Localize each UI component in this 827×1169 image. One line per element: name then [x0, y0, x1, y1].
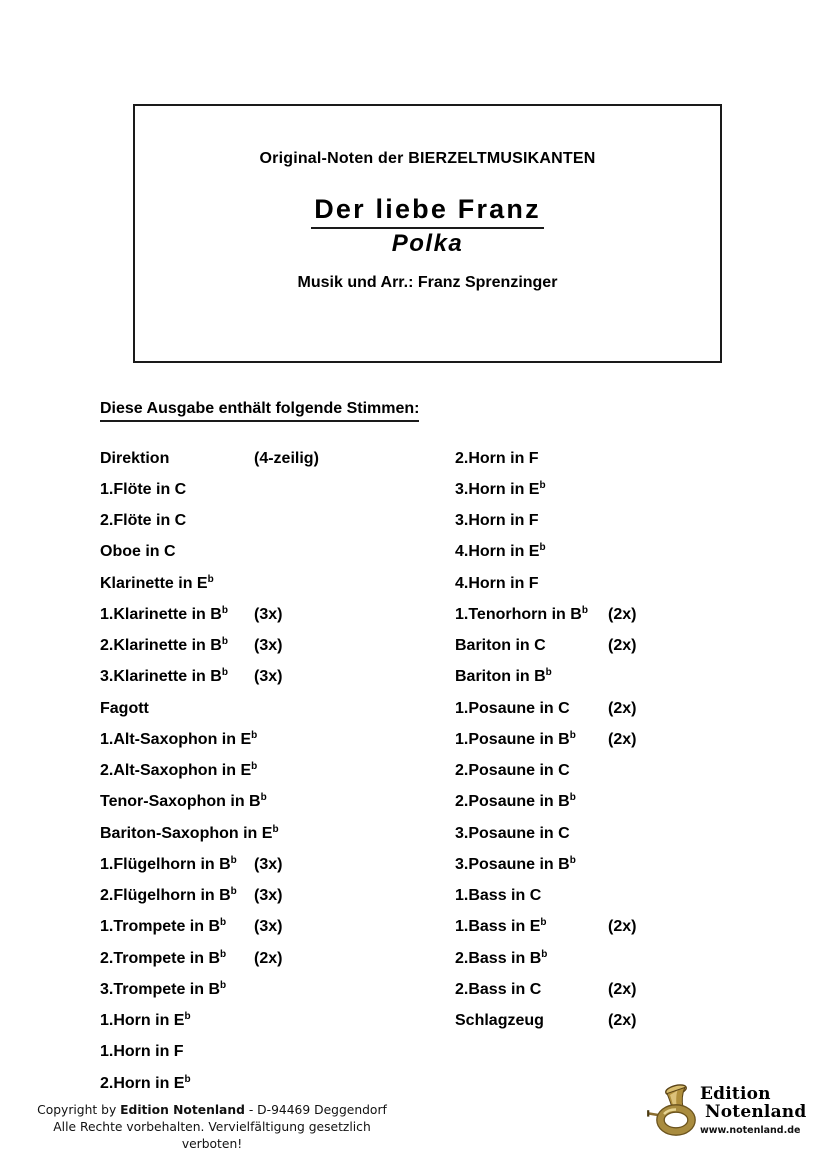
part-copy-count: (2x) — [608, 699, 637, 717]
part-name: 2.Alt-Saxophon in $E^b$ — [100, 761, 258, 780]
publisher-logo — [644, 1080, 807, 1144]
part-row — [455, 568, 800, 599]
flat-superscript: b — [220, 917, 227, 929]
piece-title: Der liebe Franz — [311, 194, 544, 229]
part-name: 1.Trompete in $B^b$ — [100, 917, 227, 936]
part-name: 1.Posaune in C — [455, 699, 570, 717]
part-name: 1.Bass in C — [455, 887, 542, 905]
part-row — [100, 1037, 445, 1068]
part-row — [100, 474, 445, 505]
part-row — [455, 662, 800, 693]
part-row — [100, 1068, 445, 1099]
part-copy-count: (3x) — [254, 668, 283, 686]
part-row — [100, 849, 445, 880]
part-name: 1.Flügelhorn in $B^b$ — [100, 854, 237, 873]
flat-superscript: b — [581, 604, 588, 616]
title-box — [133, 104, 722, 363]
flat-superscript: b — [260, 792, 267, 804]
part-name: 4.Horn in F — [455, 574, 539, 592]
part-row — [455, 912, 800, 943]
part-row — [100, 1006, 445, 1037]
part-row — [455, 756, 800, 787]
part-copy-count: (2x) — [608, 980, 637, 998]
copyright-line: Copyright by Edition Notenland - D-94469 Deggendorf — [37, 1103, 387, 1117]
part-row — [100, 818, 445, 849]
part-name: 1.Tenorhorn in $B^b$ — [455, 604, 588, 623]
flat-superscript: b — [230, 886, 237, 898]
copyright-notice — [36, 1102, 388, 1153]
part-row — [455, 506, 800, 537]
part-name: 3.Posaune in $B^b$ — [455, 854, 576, 873]
flat-superscript: b — [569, 729, 576, 741]
part-row — [455, 943, 800, 974]
part-name: Bariton in $B^b$ — [455, 667, 552, 686]
flat-superscript: b — [569, 854, 576, 866]
part-row — [100, 756, 445, 787]
flat-superscript: b — [220, 948, 227, 960]
flat-superscript: b — [220, 979, 227, 991]
part-name: 3.Klarinette in $B^b$ — [100, 667, 228, 686]
part-name: 2.Klarinette in $B^b$ — [100, 636, 228, 655]
part-name: 3.Horn in $E^b$ — [455, 479, 546, 498]
contents-heading: Diese Ausgabe enthält folgende Stimmen: — [100, 400, 419, 422]
part-copy-count: (2x) — [608, 637, 637, 655]
part-copy-count: (2x) — [608, 918, 637, 936]
part-name: 2.Flöte in C — [100, 512, 187, 530]
part-copy-count: (4-zeilig) — [254, 449, 319, 467]
part-row — [455, 881, 800, 912]
flat-superscript: b — [539, 479, 546, 491]
part-name: Bariton in C — [455, 637, 546, 655]
part-row — [455, 818, 800, 849]
flat-superscript: b — [540, 917, 547, 929]
part-row — [100, 881, 445, 912]
part-name: 3.Horn in F — [455, 512, 539, 530]
part-copy-count: (3x) — [254, 637, 283, 655]
part-row — [455, 443, 800, 474]
part-row — [455, 724, 800, 755]
part-name: 2.Trompete in $B^b$ — [100, 948, 227, 967]
part-row — [100, 662, 445, 693]
parts-column-left — [100, 443, 445, 1099]
part-row — [455, 974, 800, 1005]
part-row — [455, 599, 800, 630]
part-copy-count: (2x) — [608, 730, 637, 748]
part-name: 1.Horn in $E^b$ — [100, 1011, 191, 1030]
part-name: 1.Horn in F — [100, 1043, 184, 1061]
part-name: Direktion — [100, 449, 170, 467]
flat-superscript: b — [251, 729, 258, 741]
part-row — [455, 1006, 800, 1037]
part-name: 2.Horn in $E^b$ — [100, 1073, 191, 1092]
flat-superscript: b — [184, 1011, 191, 1023]
part-name: 2.Posaune in C — [455, 762, 570, 780]
part-name: 2.Posaune in $B^b$ — [455, 792, 576, 811]
part-row — [100, 787, 445, 818]
piece-genre: Polka — [391, 230, 464, 257]
flat-superscript: b — [545, 667, 552, 679]
part-row — [100, 943, 445, 974]
part-row — [455, 787, 800, 818]
flat-superscript: b — [230, 854, 237, 866]
part-name: 1.Klarinette in $B^b$ — [100, 604, 228, 623]
flat-superscript: b — [539, 542, 546, 554]
part-name: 2.Flügelhorn in $B^b$ — [100, 886, 237, 905]
part-name: 3.Posaune in C — [455, 824, 570, 842]
part-row — [100, 724, 445, 755]
parts-column-right — [455, 443, 800, 1037]
part-name: 2.Bass in C — [455, 980, 542, 998]
part-row — [455, 474, 800, 505]
part-row — [100, 631, 445, 662]
publisher-logo-name: Edition Notenland — [700, 1084, 807, 1122]
series-title: Original-Noten der BIERZELTMUSIKANTEN — [259, 150, 596, 167]
part-name: 4.Horn in $E^b$ — [455, 542, 546, 561]
part-copy-count: (2x) — [254, 949, 283, 967]
part-name: 3.Trompete in $B^b$ — [100, 979, 227, 998]
part-name: 1.Alt-Saxophon in $E^b$ — [100, 729, 258, 748]
part-row — [100, 506, 445, 537]
part-name: Bariton-Saxophon in $E^b$ — [100, 823, 279, 842]
part-copy-count: (3x) — [254, 918, 283, 936]
part-name: Tenor-Saxophon in $B^b$ — [100, 792, 267, 811]
part-row — [100, 537, 445, 568]
part-name: 2.Bass in $B^b$ — [455, 948, 548, 967]
part-row — [100, 568, 445, 599]
part-copy-count: (3x) — [254, 855, 283, 873]
part-row — [455, 631, 800, 662]
part-copy-count: (2x) — [608, 1012, 637, 1030]
flat-superscript: b — [207, 573, 214, 585]
flat-superscript: b — [221, 604, 228, 616]
flat-superscript: b — [272, 823, 279, 835]
part-name: 1.Bass in $E^b$ — [455, 917, 547, 936]
part-name: Schlagzeug — [455, 1012, 544, 1030]
flat-superscript: b — [541, 948, 548, 960]
flat-superscript: b — [221, 636, 228, 648]
part-name: 1.Flöte in C — [100, 480, 187, 498]
part-row — [100, 443, 445, 474]
rights-line: Alle Rechte vorbehalten. Vervielfältigung gesetzlich verboten! — [53, 1120, 371, 1151]
part-name: 1.Posaune in $B^b$ — [455, 729, 576, 748]
composer-credit: Musik und Arr.: Franz Sprenzinger — [297, 274, 558, 291]
part-row — [100, 974, 445, 1005]
part-name: 2.Horn in F — [455, 449, 539, 467]
part-row — [100, 912, 445, 943]
part-row — [100, 599, 445, 630]
flat-superscript: b — [251, 761, 258, 773]
publisher-url: www.notenland.de — [700, 1125, 801, 1136]
part-copy-count: (2x) — [608, 605, 637, 623]
part-name: Oboe in C — [100, 543, 176, 561]
part-row — [455, 849, 800, 880]
part-row — [100, 693, 445, 724]
part-row — [455, 693, 800, 724]
part-copy-count: (3x) — [254, 605, 283, 623]
brass-horn-icon — [646, 1082, 698, 1136]
part-row — [455, 537, 800, 568]
flat-superscript: b — [569, 792, 576, 804]
part-name: Fagott — [100, 699, 149, 717]
part-copy-count: (3x) — [254, 887, 283, 905]
flat-superscript: b — [221, 667, 228, 679]
flat-superscript: b — [184, 1073, 191, 1085]
part-name: Klarinette in $E^b$ — [100, 573, 214, 592]
publisher-name: Edition Notenland — [120, 1103, 245, 1117]
